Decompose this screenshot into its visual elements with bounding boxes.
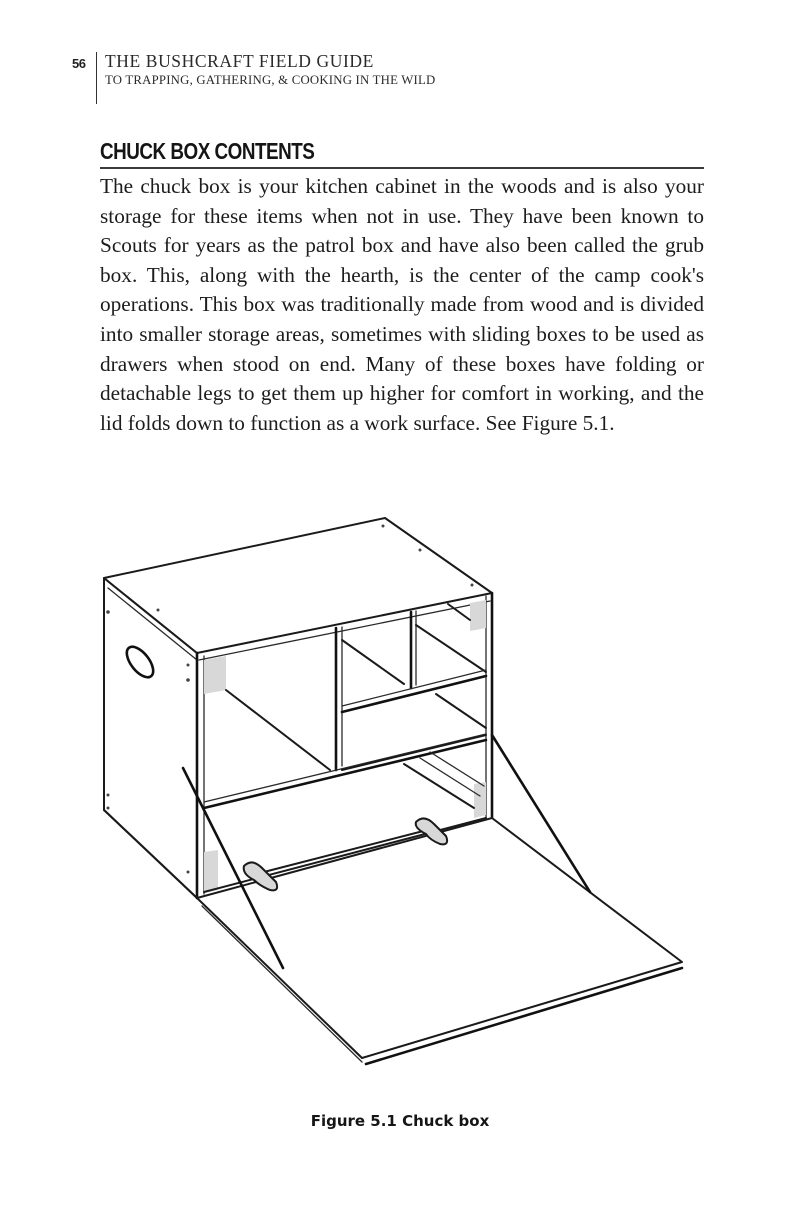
hinge-bar [260,828,435,873]
section-heading: CHUCK BOX CONTENTS [100,138,315,164]
right-support-rod [492,735,590,892]
cubby-depth-line-3 [448,604,470,620]
book-title: THE BUSHCRAFT FIELD GUIDE [105,51,374,71]
section-heading-rule [100,167,704,169]
body-paragraph: The chuck box is your kitchen cabinet in the woods and is also your storage for these items when not in use. They have been known to Scouts for years as the patrol box and have also been called the grub box. This, along with the hearth, is the center of the camp cook's operations. This box was traditionally made from wood and is divided into smaller storage areas, sometimes with sliding boxes to be used as drawers when stood on end. Many of these boxes have folding or detachable legs to get them up higher for comfort in working, and the lid folds down to function as a work surface. See Figure 5.1. [100,174,704,435]
left-side-panel [104,578,197,898]
drawer-runner-1 [404,764,474,808]
running-head-divider [96,52,97,104]
wing-nut-left [244,862,277,890]
top-front-edge-thickness [199,601,490,660]
top-panel [104,518,492,653]
middle-right-shelf-edge [342,670,486,706]
cubby-depth-line-4 [436,694,486,728]
page-number: 56 [72,56,86,71]
corner-block-bottom-right [474,782,486,818]
left-side-bottom-edge [104,810,197,898]
cubby-depth-line-2 [416,625,486,672]
handle-cutout [122,642,158,681]
left-compartment-inner-edge [226,690,330,770]
corner-block-top-right [470,600,486,631]
main-shelf-edge [204,734,486,802]
drawer-runner-2 [420,758,480,796]
figure-caption: Figure 5.1 Chuck box [310,1112,490,1130]
running-head [72,50,435,104]
corner-block-bottom-left [204,850,218,893]
lid-left-edge-thickness [202,906,362,1062]
book-subtitle: TO TRAPPING, GATHERING, & COOKING IN THE WILD [105,73,436,87]
cubby-depth-line-1 [342,640,404,684]
top-left-edge-thickness [108,588,197,660]
running-head-titles [105,50,435,88]
lid-front-edge-thickness [366,968,682,1064]
main-shelf [204,740,486,808]
upper-right-shelf-base [342,735,486,770]
drawer-runner-3 [430,752,484,786]
wing-nut-right [416,818,447,844]
bottom-hinge-edge [204,818,486,892]
left-support-rod [183,768,283,968]
middle-right-shelf [342,676,486,712]
screw-dots [106,525,473,874]
drop-lid-work-surface [197,818,682,1058]
corner-block-top-left [204,656,226,694]
